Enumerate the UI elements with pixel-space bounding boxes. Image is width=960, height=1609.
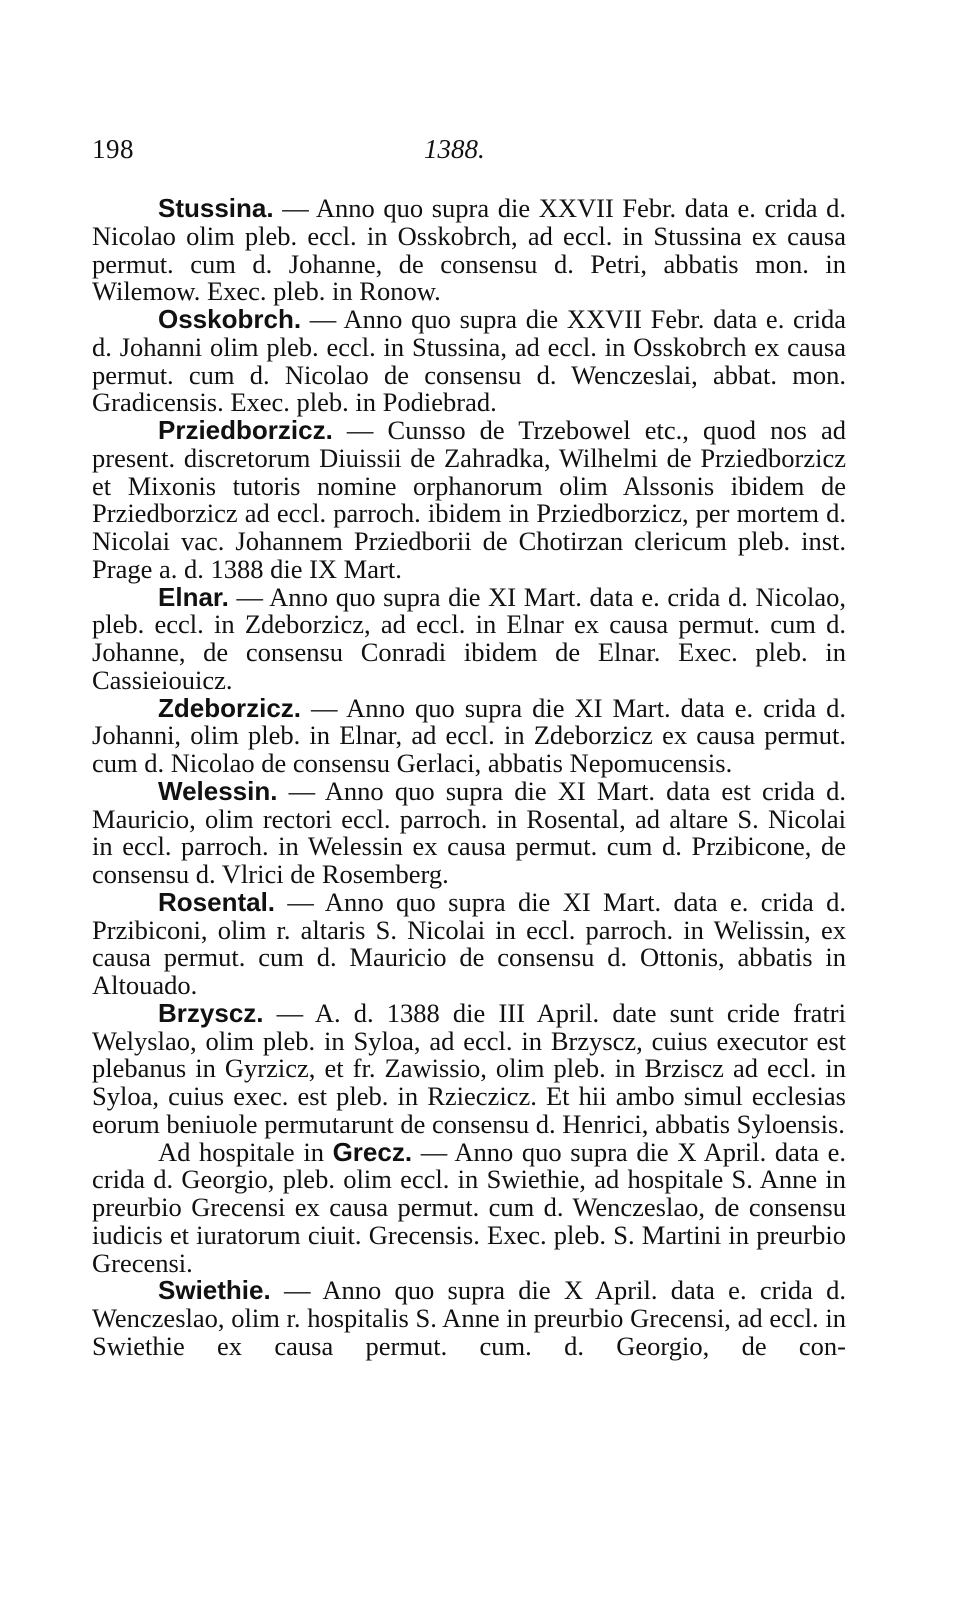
body-text [92, 195, 846, 1361]
page-number: 198 [92, 134, 134, 164]
entry-text: — Anno quo supra die X April. data e. crida d. Georgio, pleb. olim eccl. in Swiethie, ad hospitale S. Anne in preurbio Grecensi ex causa permut. cum d. Wenczeslao, de consensu iudicis et iuratorum ciuit. Grecensis. Exec. pleb. S. Martini in preurbio Grecensi. [92, 1136, 846, 1278]
entry-grecz [92, 1136, 846, 1278]
entry-text: — Anno quo supra die XI Mart. data e. crida d. Przibiconi, olim r. altaris S. Nicolai in eccl. parroch. in Welissin, ex causa permut. cum d. Mauricio de consensu d. Ottonis, abbatis in Altouado. [92, 886, 846, 1000]
place-heading: Welessin. [158, 775, 278, 806]
entry-elnar [92, 581, 846, 695]
place-heading: Grecz. [332, 1136, 413, 1167]
entry-osskobrch [92, 306, 846, 417]
entry-welessin [92, 775, 846, 889]
place-heading: Swiethie. [158, 1275, 271, 1306]
entry-text: — Cunsso de Trzebowel etc., quod nos ad present. discretorum Diuissii de Zahradka, Wilhelmi de Prziedborzicz et Mixonis tutoris nomine orphanorum olim Alssonis ibidem de Prziedborzicz ad eccl. parroch. ibidem in Prziedborzicz, per mortem d. Nicolai vac. Johannem Prziedborii de Chotirzan clericum pleb. inst. Prage a. d. 1388 die IX Mart. [92, 415, 846, 584]
place-heading: Osskobrch. [158, 304, 302, 334]
entry-text: — Anno quo supra die XI Mart. data e. crida d. Nicolao, pleb. eccl. in Zdeborzicz, ad eccl. in Elnar ex causa permut. cum d. Johanne, de consensu Conradi ibidem de Elnar. Exec. pleb. in Cassieiouicz. [92, 581, 846, 695]
entry-text: — A. d. 1388 die III April. date sunt cride fratri Welyslao, olim pleb. in Syloa, ad eccl. in Brzyscz, cuius executor est plebanus in Gyrzicz, et fr. Zawissio, olim pleb. in Brziscz ad eccl. in Syloa, cuius exec. est pleb. in Rziecziсz. Et hii ambo simul ecclesias eorum beniuole permutarunt de consensu d. Henrici, abbatis Syloensis. [92, 997, 846, 1139]
entry-swiethie [92, 1277, 846, 1360]
place-heading: Rosental. [158, 886, 276, 917]
running-head [92, 134, 852, 174]
running-head-year: 1388. [424, 134, 485, 164]
place-heading: Stussina. [158, 193, 274, 223]
entry-prefix: Ad hospitale in [158, 1136, 333, 1167]
place-heading: Prziedborzicz. [158, 415, 333, 445]
entry-text: — Anno quo supra die X April. data e. crida d. Wenczeslao, olim r. hospitalis S. Anne in preurbio Grecensi, ad eccl. in Swiethie ex causa permut. cum. d. Georgio, de con- [92, 1275, 846, 1361]
entry-stussina [92, 195, 846, 306]
entry-text: — Anno quo supra die XXVII Febr. data e. crida d. Nicolao olim pleb. eccl. in Osskobrch, ad eccl. in Stussina ex causa permut. cum d. Johanne, de consensu d. Petri, abbatis mon. in Wilemow. Exec. pleb. in Ronow. [92, 193, 846, 307]
place-heading: Zdeborzicz. [158, 692, 302, 723]
entry-text: — Anno quo supra die XXVII Febr. data e. crida d. Johanni olim pleb. eccl. in Stussina, ad eccl. in Osskobrch ex causa permut. cum d. Nicolao de consensu d. Wenczeslai, abbat. mon. Gradicensis. Exec. pleb. in Podiebrad. [92, 304, 846, 418]
entry-brzyscz [92, 997, 846, 1139]
place-heading: Brzyscz. [158, 997, 264, 1028]
place-heading: Elnar. [158, 581, 229, 612]
entry-rosental [92, 886, 846, 1000]
entry-text: — Anno quo supra die XI Mart. data est crida d. Mauricio, olim rectori eccl. parroch. in Rosental, ad altare S. Nicolai in eccl. parroch. in Welessin ex causa permut. cum d. Przibicone, de consensu d. Vlrici de Rosemberg. [92, 775, 846, 889]
entry-text: — Anno quo supra die XI Mart. data e. crida d. Johanni, olim pleb. in Elnar, ad eccl. in Zdeborzicz ex causa permut. cum d. Nicolao de consensu Gerlaci, abbatis Nepomucensis. [92, 692, 846, 778]
entry-prziedborzicz [92, 417, 846, 584]
entry-zdeborzicz [92, 692, 846, 778]
